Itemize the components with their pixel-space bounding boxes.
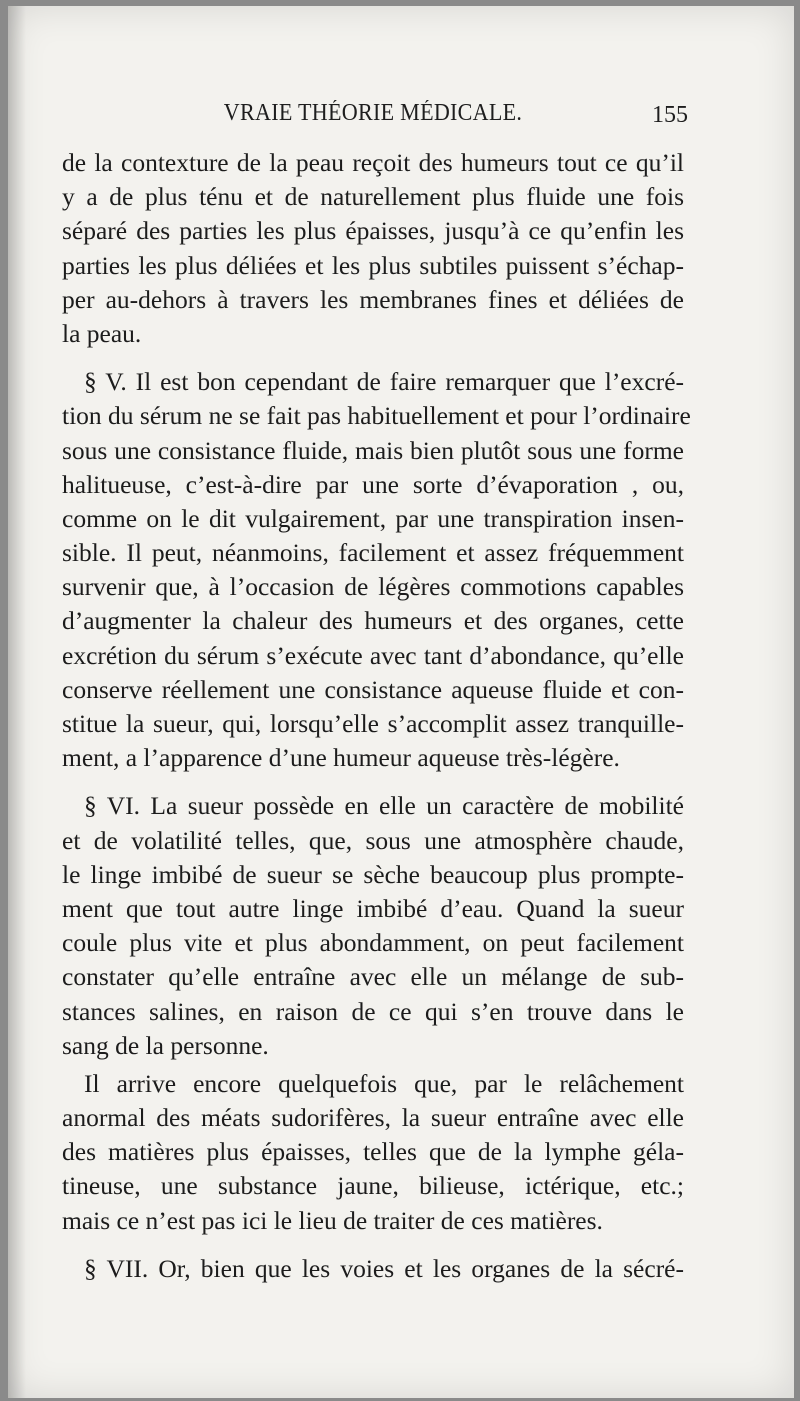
text-line: excrétion du sérum s’exécute avec tant d’abondance, qu’elle — [62, 640, 684, 670]
text-line: tineuse, une substance jaune, bilieuse, ictérique, etc.; — [62, 1171, 684, 1201]
text-line: Il arrive encore quelquefois que, par le relâchement — [84, 1068, 684, 1098]
text-line: y a de plus ténu et de naturellement plus fluide une fois — [62, 182, 684, 212]
page-number: 155 — [652, 102, 688, 128]
text-line: sous une consistance fluide, mais bien plutôt sous une forme — [62, 435, 684, 465]
text-line: survenir que, à l’occasion de légères commotions capables — [62, 572, 684, 602]
paragraph-section-v — [62, 365, 691, 775]
text-line: § VI. La sueur possède en elle un caractère de mobilité — [84, 791, 684, 821]
text-line: de la contexture de la peau reçoit des humeurs tout ce qu’il — [62, 148, 684, 177]
paragraph — [62, 1067, 684, 1238]
text-line: sang de la personne. — [62, 1030, 269, 1060]
text-line: stitue la sueur, qui, lorsqu’elle s’accomplit assez tranquille- — [62, 709, 684, 738]
page-header — [62, 100, 688, 136]
text-line: halitueuse, c’est-à-dire par une sorte d’évaporation , ou, — [62, 469, 684, 499]
text-line: constater qu’elle entraîne avec elle un mélange de sub- — [62, 962, 684, 992]
paragraph-section-vii — [62, 1252, 684, 1286]
paragraph-section-vi — [62, 789, 684, 1063]
text-line: per au-dehors à travers les membranes fines et déliées de — [62, 284, 684, 314]
body-text — [62, 146, 691, 1286]
text-line: et de volatilité telles, que, sous une atmosphère chaude, — [62, 825, 684, 855]
text-line: ment que tout autre linge imbibé d’eau. Quand la sueur — [62, 893, 684, 923]
text-line: parties les plus déliées et les plus subtiles puissent s’échap- — [62, 250, 684, 280]
text-line: coule plus vite et plus abondamment, on peut facilement — [62, 928, 684, 958]
text-line: stances salines, en raison de ce qui s’en trouve dans le — [62, 996, 684, 1026]
text-line: mais ce n’est pas ici le lieu de traiter de ces matières. — [62, 1205, 603, 1235]
text-line: tion du sérum ne se fait pas habituellement et pour l’ordinaire — [62, 401, 691, 431]
text-line: comme on le dit vulgairement, par une transpiration insen- — [62, 503, 684, 533]
text-line: séparé des parties les plus épaisses, jusqu’à ce qu’enfin les — [62, 216, 684, 246]
text-line: § VII. Or, bien que les voies et les organes de la sécré- — [84, 1253, 684, 1283]
text-line: le linge imbibé de sueur se sèche beaucoup plus prompte- — [62, 859, 684, 889]
text-line: conserve réellement une consistance aqueuse fluide et con- — [62, 674, 684, 704]
text-line: ment, a l’apparence d’une humeur aqueuse très-légère. — [62, 743, 620, 773]
text-line: sible. Il peut, néanmoins, facilement et assez fréquemment — [62, 538, 684, 568]
binding-shadow — [8, 6, 26, 1398]
text-line: la peau. — [62, 318, 142, 348]
paragraph — [62, 146, 684, 351]
text-line: § V. Il est bon cependant de faire remarquer que l’excré- — [84, 367, 684, 397]
text-line: anormal des méats sudorifères, la sueur entraîne avec elle — [62, 1103, 684, 1133]
text-line: d’augmenter la chaleur des humeurs et des organes, cette — [62, 606, 684, 636]
text-line: des matières plus épaisses, telles que de la lymphe géla- — [62, 1137, 684, 1167]
running-head: VRAIE THÉORIE MÉDICALE. — [223, 100, 523, 126]
